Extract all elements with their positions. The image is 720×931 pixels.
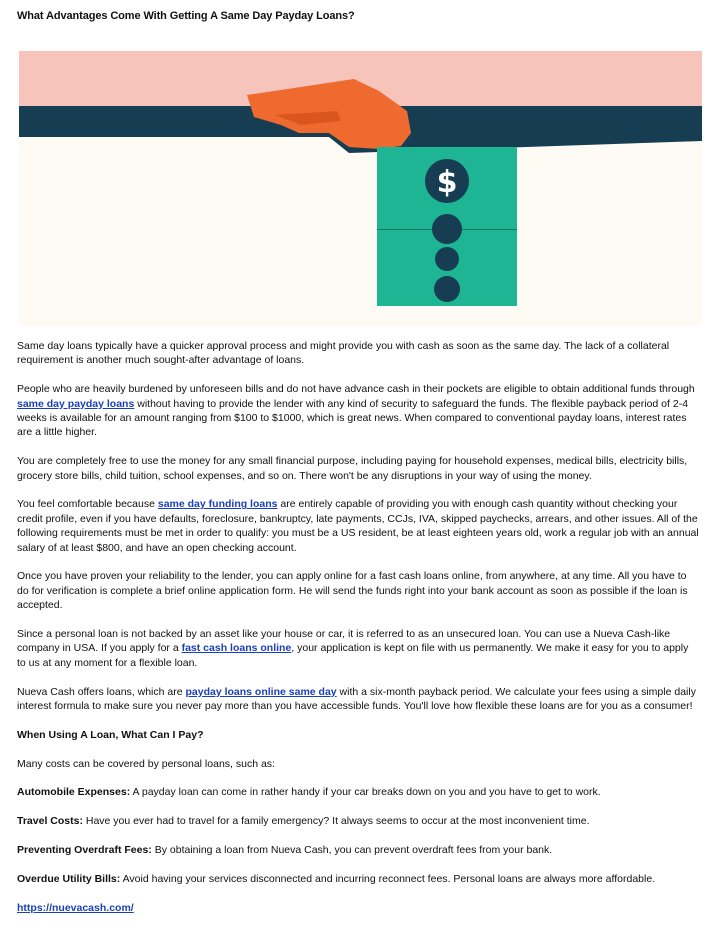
article-body xyxy=(17,339,700,929)
paragraph-5: Once you have proven your reliability to the lender, you can apply online for a fast cash loans online, from anywhere, at any time. All you have to do for verification is complete a brief online application form. He will send the funds right into your bank account as soon as possible if the loan is accepted. xyxy=(17,570,688,612)
link-nuevacash[interactable]: https://nuevacash.com/ xyxy=(17,901,134,914)
cash-stack xyxy=(377,147,517,306)
list-intro: Many costs can be covered by personal loans, such as: xyxy=(17,757,275,770)
list-item: Preventing Overdraft Fees: By obtaining a loan from Nueva Cash, you can prevent overdraft fees from your bank. xyxy=(17,844,553,857)
link-same-day-funding-loans[interactable]: same day funding loans xyxy=(157,498,278,511)
payday-cash-illustration xyxy=(19,51,702,326)
link-payday-loans-online-same-day[interactable]: payday loans online same day xyxy=(185,685,337,698)
paragraph-6: Since a personal loan is not backed by an asset like your house or car, it is referred to as an unsecured loan. You can use a Nueva Cash-like company in USA. If you apply for a fast cash loans online, your application is kept on file with us permanently. We make it easy for you to apply to us at any moment for a flexible loan. xyxy=(17,628,689,669)
paragraph-4: You feel comfortable because same day funding loans are entirely capable of providing you with enough cash quantity without checking your credit profile, even if you have defaults, foreclosure, bankruptcy, late payments, CCJs, IVA, skipped paychecks, arrears, and other issues. All of the following requirements must be met in order to qualify: you must be a US resident, be at least eighteen years old, work a regular job with an annual salary of at least $800, and have an open checking account. xyxy=(17,498,699,554)
list-item: Travel Costs: Have you ever had to travel for a family emergency? It always seems to occur at the most inconvenient time. xyxy=(17,815,590,828)
link-same-day-payday-loans[interactable]: same day payday loans xyxy=(17,397,135,410)
footer-link-line xyxy=(17,901,700,915)
section-title: When Using A Loan, What Can I Pay? xyxy=(17,728,204,741)
list-item: Automobile Expenses: A payday loan can come in rather handy if your car breaks down on you and you have to get to work. xyxy=(17,786,601,799)
page-heading: What Advantages Come With Getting A Same Day Payday Loans? xyxy=(17,10,355,22)
paragraph-1: Same day loans typically have a quicker approval process and might provide you with cash as soon as the same day. The lack of a collateral requirement is another much sought-after advantage of loans. xyxy=(17,340,670,367)
paragraph-3: You are completely free to use the money for any small financial purpose, including paying for household expenses, medical bills, electricity bills, grocery store bills, child tuition, school expenses, and so on. There won't be any disruptions in your way of using the money. xyxy=(17,455,688,482)
bill-3-circle xyxy=(435,247,459,271)
paragraph-2: People who are heavily burdened by unforeseen bills and do not have advance cash in their pockets are eligible to obtain additional funds through same day payday loans without having to provide the lender with any kind of security to safeguard the funds. The flexible payback period of 2-4 weeks is available for an amount ranging from $100 to $1000, which is great news. When compared to conventional payday loans, interest rates are a little higher. xyxy=(17,383,695,439)
link-fast-cash-loans-online[interactable]: fast cash loans online xyxy=(181,642,292,655)
list-item: Overdue Utility Bills: Avoid having your services disconnected and incurring reconnect fees. Personal loans are always more affordable. xyxy=(17,872,656,885)
dollar-sign-icon: $ xyxy=(436,165,458,200)
bill-2-circle xyxy=(432,214,462,244)
paragraph-7: Nueva Cash offers loans, which are payday loans online same day with a six-month payback period. We calculate your fees using a simple daily interest formula to make sure you never pay more than you have accessible funds. You'll love how flexible these loans are for you as a consumer! xyxy=(17,685,696,713)
expenses-list xyxy=(17,757,700,887)
bill-4-circle xyxy=(434,276,460,302)
